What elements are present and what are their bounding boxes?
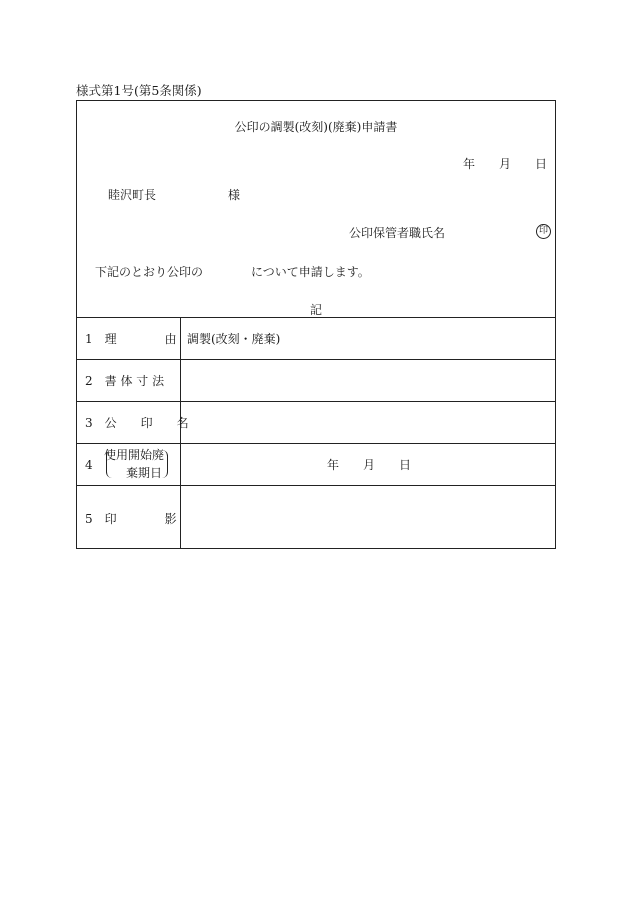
addressee-line: 睦沢町長 様 — [108, 188, 241, 202]
ki-heading: 記 — [309, 303, 322, 317]
row-label-seal-name: 3 公 印 名 — [85, 416, 189, 430]
table-divider — [77, 485, 555, 486]
date-line: 年 月 日 — [462, 157, 547, 171]
request-statement: 下記のとおり公印の について申請します。 — [95, 265, 370, 279]
row-label-reason: 1 理 由 — [85, 332, 177, 346]
table-divider — [77, 359, 555, 360]
row-value-period-date: 年 月 日 — [327, 458, 412, 472]
row-label-period-line1: 使用開始廃 — [104, 448, 165, 462]
table-divider — [77, 443, 555, 444]
application-form — [76, 100, 556, 549]
form-number-label: 様式第1号(第5条関係) — [76, 83, 202, 98]
applicant-title-name-label: 公印保管者職氏名 — [349, 226, 446, 240]
table-divider — [77, 317, 555, 318]
row-label-font-size: 2 書 体 寸 法 — [85, 374, 165, 388]
seal-mark-icon: 印 — [536, 224, 551, 239]
document-title: 公印の調製(改刻)(廃棄)申請書 — [234, 120, 398, 134]
row-number-period: 4 — [85, 458, 93, 472]
table-divider — [77, 401, 555, 402]
row-label-period-line2: 棄期日 — [126, 466, 163, 480]
row-value-reason: 調製(改刻・廃棄) — [187, 332, 281, 346]
row-label-seal-impression: 5 印 影 — [85, 512, 177, 526]
table-column-divider — [180, 317, 181, 548]
